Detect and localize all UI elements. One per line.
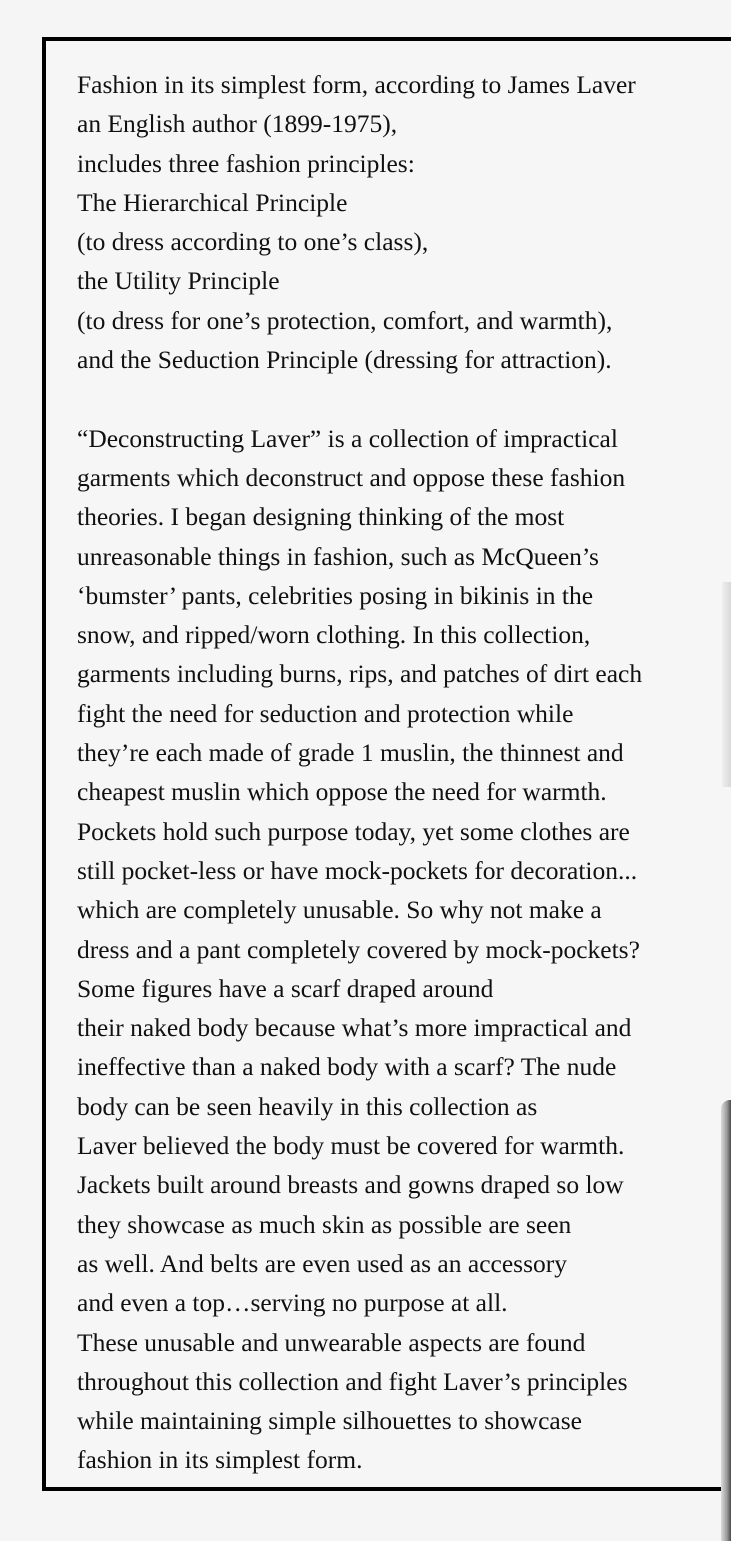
text-line: garments including burns, rips, and patches of dirt each bbox=[77, 659, 643, 689]
text-line: garments which deconstruct and oppose these fashion bbox=[77, 462, 626, 492]
text-line: while maintaining simple silhouettes to showcase bbox=[77, 1406, 582, 1436]
text-line: throughout this collection and fight Laver’s principles bbox=[77, 1366, 628, 1396]
text-line: they showcase as much skin as possible are seen bbox=[77, 1209, 572, 1239]
text-line: (to dress according to one’s class), bbox=[77, 227, 429, 257]
text-line: still pocket-less or have mock-pockets for decoration... bbox=[77, 855, 638, 885]
text-line: and the Seduction Principle (dressing for attraction). bbox=[77, 345, 612, 375]
text-line: fashion in its simplest form. bbox=[77, 1445, 363, 1475]
text-line: The Hierarchical Principle bbox=[77, 187, 348, 217]
text-line: an English author (1899-1975), bbox=[77, 109, 398, 139]
text-line: theories. I began designing thinking of the most bbox=[77, 502, 565, 532]
text-line: Some figures have a scarf draped around bbox=[77, 973, 494, 1003]
statement-text bbox=[77, 65, 731, 1480]
text-line: includes three fashion principles: bbox=[77, 148, 415, 178]
text-line: and even a top…serving no purpose at all. bbox=[77, 1288, 508, 1318]
text-line: cheapest muslin which oppose the need for warmth. bbox=[77, 777, 607, 807]
text-line: ineffective than a naked body with a scarf? The nude bbox=[77, 1052, 617, 1082]
text-line: Pockets hold such purpose today, yet some clothes are bbox=[77, 816, 630, 846]
text-line: dress and a pant completely covered by mock-pockets? bbox=[77, 934, 640, 964]
figure-photo-edge bbox=[721, 1100, 731, 1541]
text-line: their naked body because what’s more impractical and bbox=[77, 1013, 632, 1043]
text-line: the Utility Principle bbox=[77, 266, 280, 296]
text-line: These unusable and unwearable aspects are found bbox=[77, 1327, 586, 1357]
text-line: Jackets built around breasts and gowns draped so low bbox=[77, 1170, 624, 1200]
text-line: ‘bumster’ pants, celebrities posing in bikinis in the bbox=[77, 580, 594, 610]
text-line: (to dress for one’s protection, comfort, and warmth), bbox=[77, 305, 613, 335]
text-line: fight the need for seduction and protection while bbox=[77, 698, 574, 728]
text-line: body can be seen heavily in this collection as bbox=[77, 1091, 538, 1121]
text-frame bbox=[42, 37, 731, 1491]
text-line: snow, and ripped/worn clothing. In this collection, bbox=[77, 620, 591, 650]
text-line: as well. And belts are even used as an accessory bbox=[77, 1248, 567, 1278]
text-line: “Deconstructing Laver” is a collection of impractical bbox=[77, 423, 618, 453]
text-line: Laver believed the body must be covered for warmth. bbox=[77, 1131, 625, 1161]
text-line: which are completely unusable. So why not make a bbox=[77, 895, 602, 925]
text-line: unreasonable things in fashion, such as McQueen’s bbox=[77, 541, 599, 571]
garment-photo-edge bbox=[722, 582, 731, 787]
paragraph-gap bbox=[77, 379, 731, 418]
text-line: they’re each made of grade 1 muslin, the thinnest and bbox=[77, 738, 624, 768]
text-line: Fashion in its simplest form, according to James Laver bbox=[77, 70, 636, 99]
